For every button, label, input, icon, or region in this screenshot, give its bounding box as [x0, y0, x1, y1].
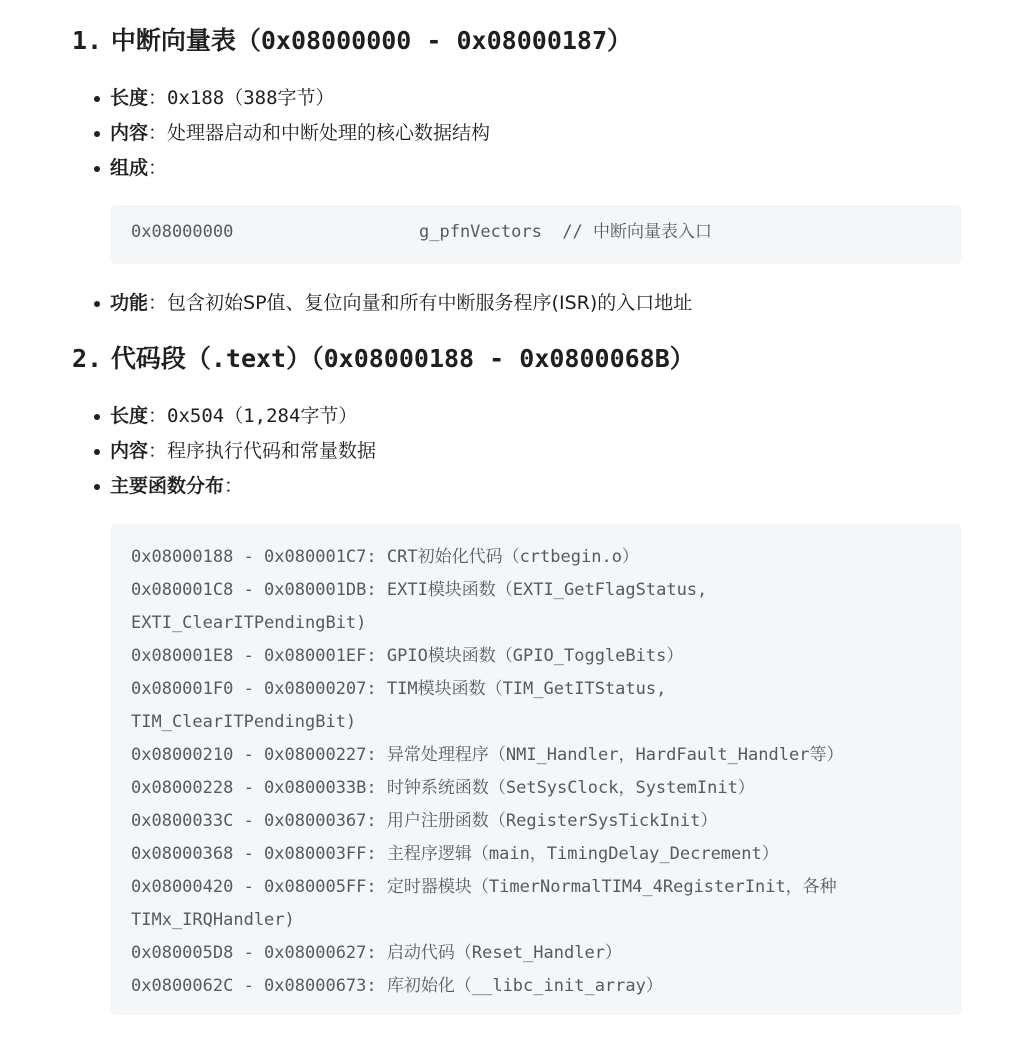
item-key: 长度: [110, 405, 149, 427]
list-item-content: 内容：程序执行代码和常量数据: [92, 434, 972, 469]
code-block-vector-table: [110, 205, 962, 264]
item-key: 内容: [110, 440, 149, 462]
code-line: 0x08000368 - 0x080003FF: 主程序逻辑（main，TimingDelay_Decrement）: [131, 844, 779, 864]
item-value: 包含初始SP值、复位向量和所有中断服务程序(ISR)的入口地址: [167, 292, 693, 314]
code-line: 0x08000210 - 0x08000227: 异常处理程序（NMI_Handler，HardFault_Handler等）: [131, 745, 844, 765]
code-line: 0x0800062C - 0x08000673: 库初始化（__libc_init_array）: [131, 976, 663, 996]
code-line: 0x08000188 - 0x080001C7: CRT初始化代码（crtbegin.o）: [131, 547, 639, 567]
code-segment-details: [92, 399, 972, 504]
code-line: 0x080001C8 - 0x080001DB: EXTI模块函数（EXTI_GetFlagStatus,: [131, 580, 708, 600]
code-line: 0x0800033C - 0x08000367: 用户注册函数（RegisterSysTickInit）: [131, 811, 718, 831]
code-line: 0x08000420 - 0x080005FF: 定时器模块（TimerNormalTIM4_4RegisterInit，各种: [131, 877, 837, 897]
list-item-composition: 组成：: [92, 151, 972, 186]
item-value: 0x504（1,284字节）: [167, 405, 358, 427]
section-address-range: （.text）（0x08000188 - 0x0800068B）: [185, 344, 695, 373]
list-item-function-distribution: 主要函数分布：: [92, 469, 972, 504]
list-item-length: 长度：0x504（1,284字节）: [92, 399, 972, 434]
code-line: 0x08000228 - 0x0800033B: 时钟系统函数（SetSysClock，SystemInit）: [131, 778, 755, 798]
section-heading-code-segment: [72, 342, 695, 376]
item-key: 内容: [110, 122, 149, 144]
item-key: 主要函数分布: [110, 475, 225, 497]
code-line: 0x080001E8 - 0x080001EF: GPIO模块函数（GPIO_ToggleBits）: [131, 646, 684, 666]
item-key: 功能: [110, 292, 149, 314]
section-number: 2.: [72, 344, 103, 373]
code-line: EXTI_ClearITPendingBit): [131, 613, 367, 633]
vector-table-details: [92, 81, 972, 186]
list-item-function: 功能：包含初始SP值、复位向量和所有中断服务程序(ISR)的入口地址: [92, 286, 972, 321]
item-key: 长度: [110, 87, 149, 109]
code-line: 0x080001F0 - 0x08000207: TIM模块函数（TIM_GetITStatus,: [131, 679, 667, 699]
code-line: TIMx_IRQHandler): [131, 910, 295, 930]
vector-table-function: [92, 286, 972, 321]
item-value: 程序执行代码和常量数据: [167, 440, 377, 462]
section-address-range: （0x08000000 - 0x08000187）: [235, 26, 633, 55]
code-line: TIM_ClearITPendingBit): [131, 712, 357, 732]
item-value: 处理器启动和中断处理的核心数据结构: [167, 122, 491, 144]
code-block-function-map: [110, 524, 962, 1015]
item-value: 0x188（388字节）: [167, 87, 335, 109]
section-number: 1.: [72, 26, 103, 55]
code-address: 0x08000000: [131, 222, 234, 242]
section-heading-vector-table: [72, 24, 632, 58]
code-symbol: g_pfnVectors: [419, 222, 542, 242]
code-comment: // 中断向量表入口: [562, 222, 713, 242]
code-line: 0x080005D8 - 0x08000627: 启动代码（Reset_Handler）: [131, 943, 622, 963]
item-key: 组成: [110, 157, 149, 179]
section-title: 代码段: [110, 344, 186, 373]
list-item-length: 长度：0x188（388字节）: [92, 81, 972, 116]
section-title: 中断向量表: [110, 26, 236, 55]
list-item-content: 内容：处理器启动和中断处理的核心数据结构: [92, 116, 972, 151]
